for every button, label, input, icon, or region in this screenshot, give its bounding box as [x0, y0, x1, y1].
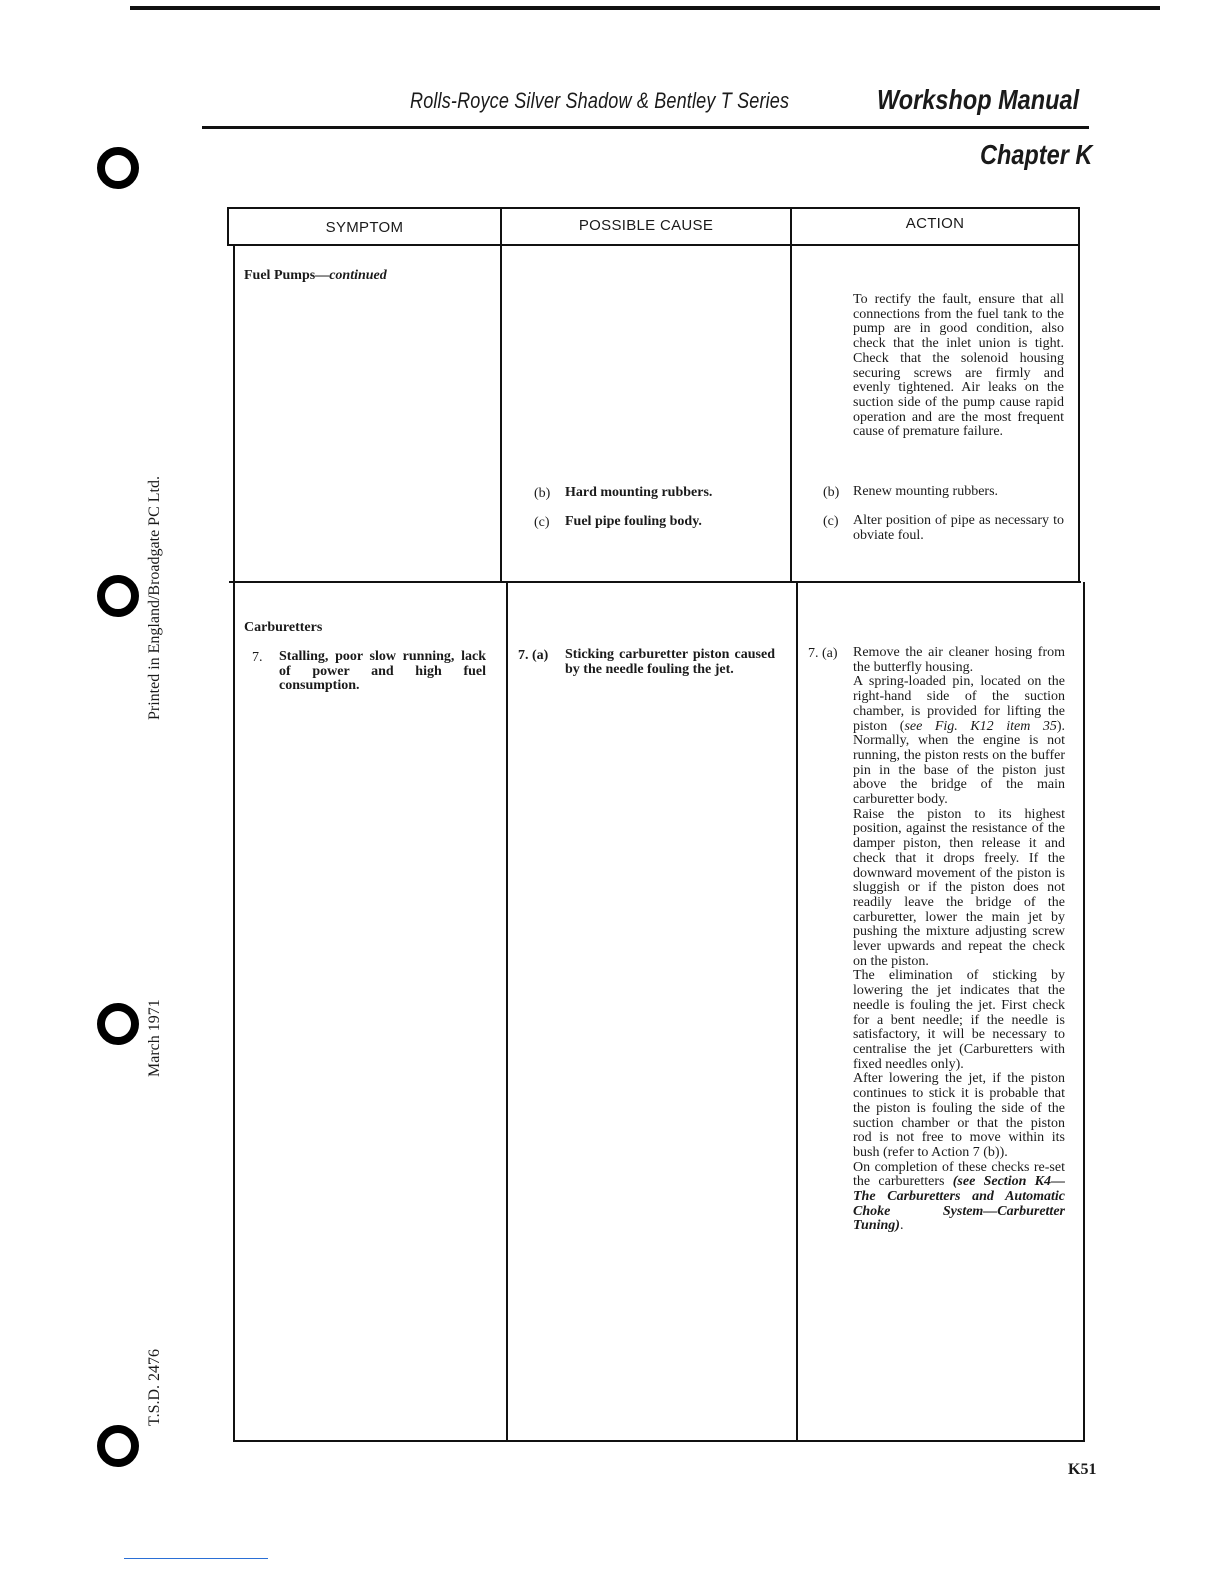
figure-reference: see Fig. K12 item 35	[904, 718, 1057, 734]
column-header-possible-cause: POSSIBLE CAUSE	[578, 217, 714, 234]
section-heading-fuel-pumps: Fuel Pumps—continued	[244, 268, 387, 283]
binder-hole-3	[97, 1003, 139, 1045]
action-number-7a: 7. (a)	[808, 646, 838, 661]
action-step-lifting-pin: A spring-loaded pin, located on the right-hand side of the suction chamber, is provided for lifting the piston (see Fig. K12 item 35). Normally, when the engine is not running, the piston rests on the buffer pin in the base of the piston just above the bridge of the main carburetter body.	[853, 674, 1066, 808]
action-step-after-lowering: After lowering the jet, if the piston continues to stick it is probable that the piston is fouling the side of the suction chamber or that the piston rod is not free to move within its bush (refer to Action 7 (b)).	[853, 1071, 1065, 1160]
margin-tsd: T.S.D. 2476	[146, 1348, 163, 1426]
header-manual-title: Workshop Manual	[877, 84, 1080, 115]
cause-label-b: (b)	[534, 486, 551, 501]
action-step-remove-hosing: Remove the air cleaner hosing from the butterfly housing.	[853, 645, 1065, 675]
binder-hole-4	[97, 1425, 139, 1467]
symptom-stalling: Stalling, poor slow running, lack of power and high fuel consumption.	[279, 649, 486, 694]
header-rule	[202, 126, 1089, 129]
bottom-edge-rule	[124, 1558, 268, 1559]
header-series-title: Rolls-Royce Silver Shadow & Bentley T Series	[410, 88, 790, 113]
column-header-symptom: SYMPTOM	[325, 219, 404, 236]
cause-fuel-pipe-fouling: Fuel pipe fouling body.	[565, 514, 702, 529]
action-renew-mounting-rubbers: Renew mounting rubbers.	[853, 484, 999, 499]
margin-date: March 1971	[146, 999, 163, 1077]
symptom-number-7: 7.	[252, 650, 263, 665]
binder-hole-1	[97, 147, 139, 189]
cause-sticking-piston: Sticking carburetter piston caused by the needle fouling the jet.	[565, 647, 775, 677]
page-number: K51	[1068, 1461, 1097, 1478]
section-reference: (see Section K4—The Carburetters and Automatic Choke System—Carburetter Tuning)	[853, 1174, 1065, 1234]
cause-label-c: (c)	[534, 515, 550, 530]
action-label-b: (b)	[823, 485, 840, 500]
action-alter-pipe-position: Alter position of pipe as necessary to obviate foul.	[853, 513, 1064, 543]
action-step-raise-piston: Raise the piston to its highest position, against the resistance of the damper piston, then release it and check that it drops freely. If the downward movement of the piston is sluggish or if the piston does not readily leave the bridge of the carburetter, lower the main jet by pushing the mixture adjusting screw lever upwards and repeat the check on the piston.	[853, 806, 1065, 969]
binder-hole-2	[97, 575, 139, 617]
column-header-action: ACTION	[905, 215, 965, 232]
action-step-elimination: The elimination of sticking by lowering the jet indicates that the needle is fouling the jet. First check for a bent needle; if the needle is satisfactory, it will be necessary to centralise the jet (Carburetters with fixed needles only).	[853, 968, 1065, 1072]
cause-hard-mounting-rubbers: Hard mounting rubbers.	[565, 485, 713, 500]
action-label-c: (c)	[823, 514, 839, 529]
action-carburetter-procedure	[853, 646, 1065, 1234]
action-step-reset: On completion of these checks re-set the carburetters (see Section K4—The Carburetters and Automatic Choke System—Carburetter Tuning).	[853, 1159, 1065, 1234]
top-edge-rule	[130, 6, 1160, 10]
chapter-title: Chapter K	[980, 139, 1093, 170]
section-heading-carburetters: Carburetters	[244, 620, 323, 635]
cause-number-7a: 7. (a)	[518, 648, 549, 663]
margin-printed-in: Printed in England/Broadgate PC Ltd.	[146, 476, 163, 720]
action-rectify-fuel-pump: To rectify the fault, ensure that all connections from the fuel tank to the pump are in good condition, also check that the inlet union is tight. Check that the solenoid housing securing screws are firmly and evenly tightened. Air leaks on the suction side of the pump cause rapid operation and are the most frequent cause of premature failure.	[853, 292, 1064, 440]
